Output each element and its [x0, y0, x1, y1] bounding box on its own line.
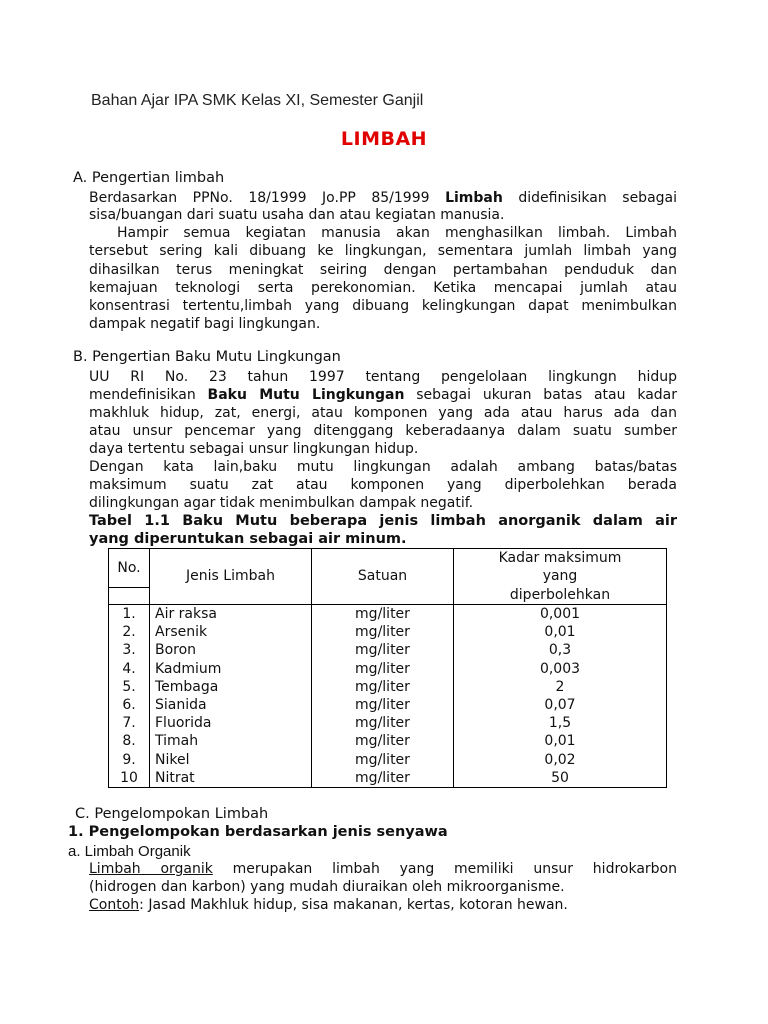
cell-satuan: mg/liter [355, 624, 410, 641]
cell-kadar: 2 [555, 678, 565, 695]
cell-no: 9. [122, 751, 136, 768]
col-jenis-values [150, 605, 312, 788]
section-b-para1-line2 [89, 386, 677, 404]
section-b-para2-line3: dilingkungan agar tidak menimbulkan dampak negatif. [89, 495, 474, 511]
section-a-para2-line3: dihasilkan terus meningkat seiring dengan pertambahan penduduk dan [89, 262, 677, 278]
cell-no: 6. [122, 696, 136, 713]
header-jenis: Jenis Limbah [150, 549, 312, 605]
cell-kadar: 1,5 [548, 715, 572, 732]
term-limbah-organik: Limbah organik [89, 861, 213, 877]
cell-no: 5. [122, 678, 136, 695]
cell-no: 7. [122, 715, 136, 732]
cell-jenis: Air raksa [155, 606, 217, 622]
section-c-heading: C. Pengelompokan Limbah [75, 806, 269, 822]
term-limbah: Limbah [445, 190, 503, 206]
organik-line1 [89, 860, 677, 878]
section-a-para2-line5: konsentrasi tertentu,limbah yang dibuang kelingkungan dapat menimbulkan [89, 298, 677, 314]
section-b-para1-line3: makhluk hidup, zat, energi, atau komponen yang ada atau harus ada dan [89, 405, 677, 421]
cell-satuan: mg/liter [355, 678, 410, 695]
cell-no: 8. [122, 733, 136, 750]
section-b-heading: B. Pengertian Baku Mutu Lingkungan [73, 349, 341, 365]
section-c-sub1: 1. Pengelompokan berdasarkan jenis senyawa [68, 824, 448, 840]
col-no-values [109, 605, 150, 788]
baku-mutu-table [108, 548, 667, 788]
organik-line2: (hidrogen dan karbon) yang mudah diuraikan oleh mikroorganisme. [89, 879, 565, 895]
cell-kadar: 0,01 [544, 733, 576, 750]
cell-jenis: Timah [155, 733, 199, 750]
cell-satuan: mg/liter [355, 642, 410, 659]
cell-no: 4. [122, 660, 136, 677]
cell-satuan: mg/liter [355, 606, 410, 622]
section-c-sub-a: a. Limbah Organik [68, 843, 191, 860]
page-title: LIMBAH [340, 128, 428, 150]
col-satuan-values [312, 605, 454, 788]
table-caption-line2: yang diperuntukan sebagai air minum. [89, 531, 407, 547]
section-b-para2-line2: maksimum suatu zat atau komponen yang diperbolehkan berada [89, 477, 677, 493]
table-header-row [109, 549, 667, 588]
contoh-text: : Jasad Makhluk hidup, sisa makanan, kertas, kotoran hewan. [139, 897, 568, 913]
document-header: Bahan Ajar IPA SMK Kelas XI, Semester Ganjil [91, 92, 424, 109]
section-a-para1-line2: sisa/buangan dari suatu usaha dan atau kegiatan manusia. [89, 207, 505, 223]
cell-kadar: 0,003 [539, 660, 581, 677]
cell-no: 3. [122, 642, 136, 659]
section-a-para2-line1: Hampir semua kegiatan manusia akan menghasilkan limbah. Limbah [117, 225, 677, 241]
cell-satuan: mg/liter [355, 696, 410, 713]
section-b-para1-line1: UU RI No. 23 tahun 1997 tentang pengelolaan lingkungn hidup [89, 369, 677, 385]
table-body [109, 605, 667, 788]
cell-jenis: Kadmium [155, 660, 222, 677]
header-satuan: Satuan [312, 549, 454, 605]
section-a-para2-line4: kemajuan teknologi serta perekonomian. Ketika mencapai jumlah atau [89, 280, 677, 296]
text-run: merupakan limbah yang memiliki unsur hidrokarbon [232, 861, 677, 877]
section-a-para1-line1 [89, 189, 677, 207]
cell-no: 2. [122, 624, 136, 641]
cell-satuan: mg/liter [355, 715, 410, 732]
text-run: Berdasarkan PPNo. 18/1999 Jo.PP 85/1999 [89, 190, 430, 206]
cell-jenis: Nitrat [155, 769, 195, 786]
term-baku-mutu: Baku Mutu Lingkungan [207, 387, 405, 403]
section-a-para2-line6: dampak negatif bagi lingkungan. [89, 316, 321, 332]
contoh-line [89, 896, 677, 914]
cell-jenis: Sianida [155, 696, 207, 713]
cell-no: 1. [122, 606, 136, 622]
section-b-para1-line4: atau unsur pencemar yang ditenggang keberadaanya dalam suatu sumber [89, 423, 677, 439]
cell-jenis: Boron [155, 642, 197, 659]
cell-kadar: 0,02 [544, 751, 576, 768]
header-kadar [454, 549, 667, 605]
text-run: didefinisikan sebagai [518, 190, 677, 206]
section-a-heading: A. Pengertian limbah [73, 170, 225, 186]
contoh-label: Contoh [89, 897, 140, 913]
col-kadar-values [454, 605, 667, 788]
header-kadar-line3: diperbolehkan [509, 586, 611, 603]
cell-satuan: mg/liter [355, 733, 410, 750]
cell-kadar: 0,07 [544, 696, 576, 713]
table-caption-line1: Tabel 1.1 Baku Mutu beberapa jenis limbah anorganik dalam air [89, 513, 677, 529]
section-b-para1-line5: daya tertentu sebagai unsur lingkungan hidup. [89, 441, 419, 457]
cell-jenis: Tembaga [155, 678, 219, 695]
cell-kadar: 0,3 [548, 642, 572, 659]
text-run: sebagai ukuran batas atau kadar [416, 387, 677, 403]
cell-jenis: Nikel [155, 751, 190, 768]
cell-satuan: mg/liter [355, 751, 410, 768]
cell-kadar: 0,01 [544, 624, 576, 641]
header-kadar-line2: yang [542, 568, 578, 585]
cell-satuan: mg/liter [355, 660, 410, 677]
cell-kadar: 0,001 [539, 606, 581, 622]
section-b-para2-line1: Dengan kata lain,baku mutu lingkungan adalah ambang batas/batas [89, 459, 677, 475]
cell-no: 10 [120, 769, 138, 786]
cell-jenis: Fluorida [155, 715, 212, 732]
cell-kadar: 50 [551, 769, 569, 786]
text-run: mendefinisikan [89, 387, 196, 403]
header-no: No. [109, 549, 150, 588]
section-a-para2-line2: tersebut sering kali dibuang ke lingkungan, sementara jumlah limbah yang [89, 243, 677, 259]
cell-satuan: mg/liter [355, 769, 410, 786]
cell-jenis: Arsenik [155, 624, 208, 641]
header-kadar-line1: Kadar maksimum [498, 550, 622, 567]
header-no-blank [109, 588, 150, 605]
